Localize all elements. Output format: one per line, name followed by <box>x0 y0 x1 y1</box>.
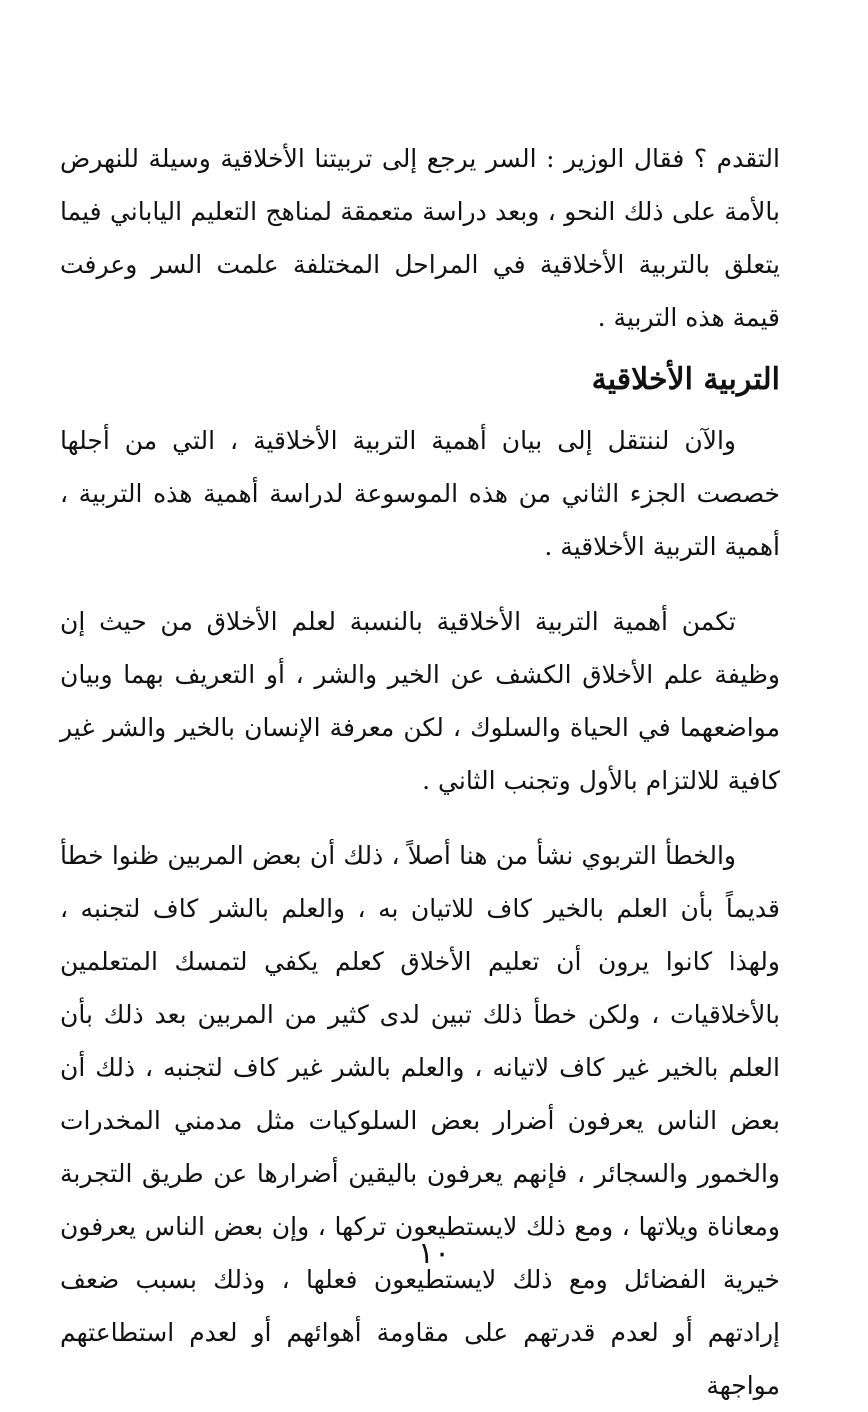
paragraph-continuation: التقدم ؟ فقال الوزير : السر يرجع إلى تربيتنا الأخلاقية وسيلة للنهرض بالأمة على ذلك النحو ، وبعد دراسة متعمقة لمناهج التعليم الياباني فيما يتعلق بالتربية الأخلاقية في المراحل المختلفة علمت السر وعرفت قيمة هذه التربية . <box>60 144 780 332</box>
page-body <box>60 132 780 1412</box>
paragraph-importance-intro: والآن لننتقل إلى بيان أهمية التربية الأخلاقية ، التي من أجلها خصصت الجزء الثاني من هذه الموسوعة لدراسة أهمية هذه التربية ، أهمية التربية الأخلاقية . <box>60 426 780 561</box>
page-number: ١٠ <box>417 1236 451 1271</box>
section-heading: التربية الأخلاقية <box>591 362 780 397</box>
paragraph-educational-error: والخطأ التربوي نشأ من هنا أصلاً ، ذلك أن بعض المربين ظنوا خطأ قديماً بأن العلم بالخير كاف للاتيان به ، والعلم بالشر كاف لتجنبه ، ولهذا كانوا يرون أن تعليم الأخلاق كعلم يكفي لتمسك المتعلمين بالأخلاقيات ، ولكن خطأ ذلك تبين لدى كثير من المربين بعد ذلك بأن العلم بالخير غير كاف لاتيانه ، والعلم بالشر غير كاف لتجنبه ، ذلك أن بعض الناس يعرفون أضرار بعض السلوكيات مثل مدمني المخدرات والخمور والسجائر ، فإنهم يعرفون باليقين أضرارها عن طريق التجربة ومعاناة ويلاتها ، ومع ذلك لايستطيعون تركها ، وإن بعض الناس يعرفون خيرية الفضائل ومع ذلك لايستطيعون فعلها ، وذلك بسبب ضعف إرادتهم أو لعدم قدرتهم على مقاومة أهوائهم أو لعدم استطاعتهم مواجهة <box>60 841 780 1400</box>
paragraph-ethics-knowledge: تكمن أهمية التربية الأخلاقية بالنسبة لعلم الأخلاق من حيث إن وظيفة علم الأخلاق الكشف عن الخير والشر ، أو التعريف بهما وبيان مواضعهما في الحياة والسلوك ، لكن معرفة الإنسان بالخير والشر غير كافية للالتزام بالأول وتجنب الثاني . <box>60 607 780 795</box>
